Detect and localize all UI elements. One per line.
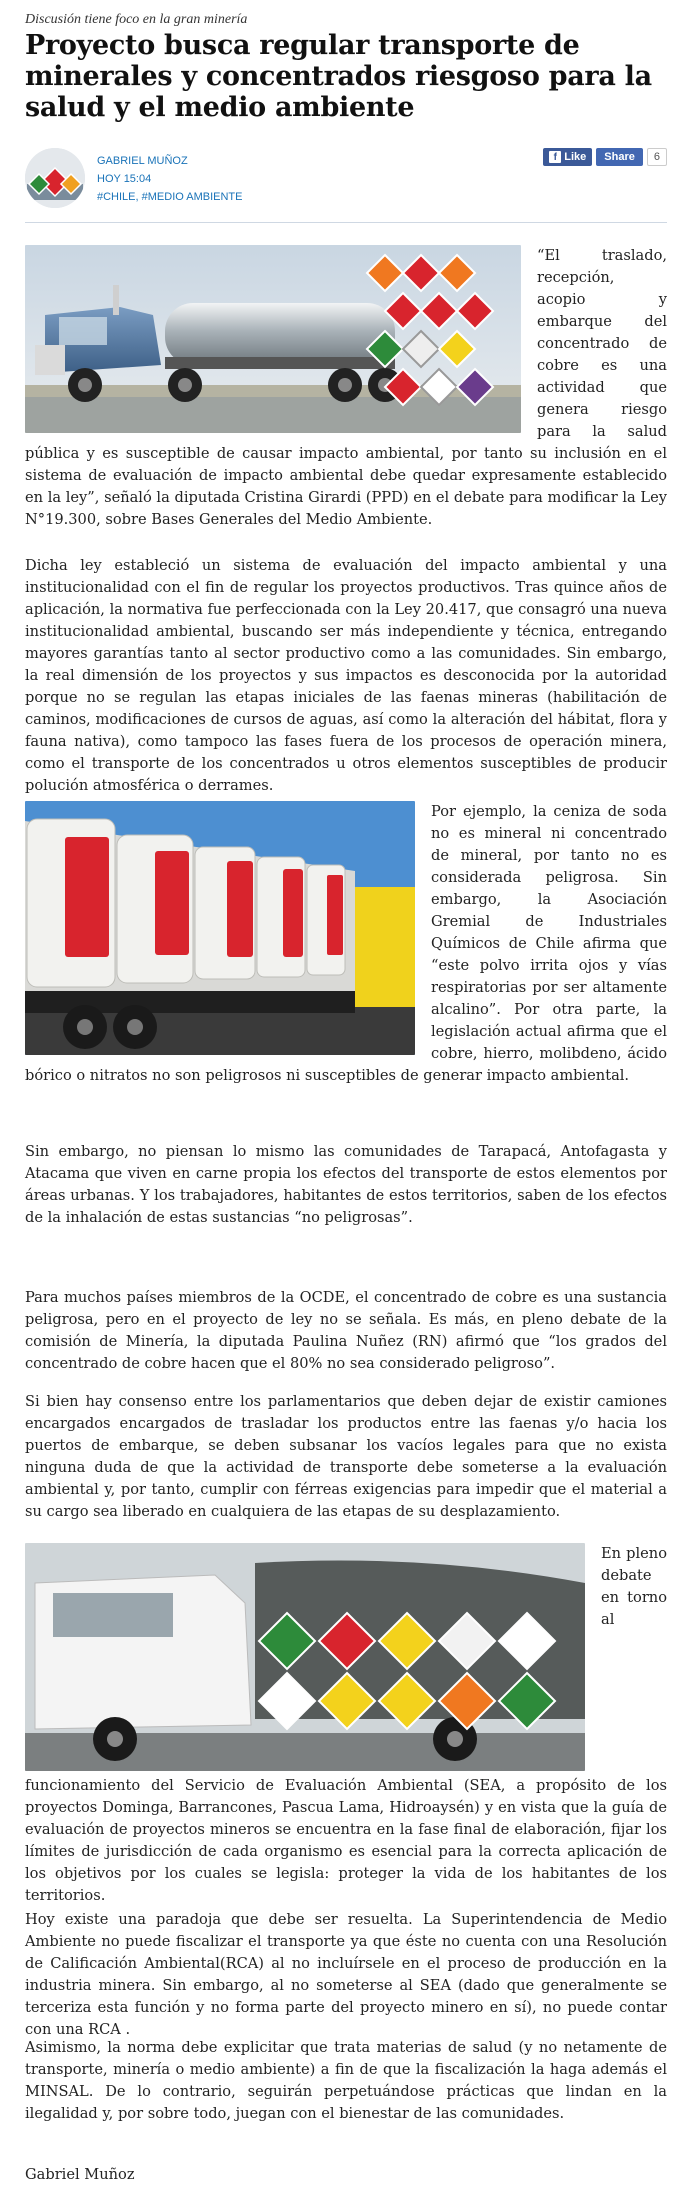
section-1 (25, 245, 667, 531)
share-count: 6 (647, 148, 667, 166)
hazard-truck-image (25, 1543, 585, 1771)
bulk-bags-truck-image (25, 801, 415, 1055)
paragraph-9: Asimismo, la norma debe explicitar que trata materias de salud (y no netamente de transporte, minería o medio ambiente) a fin de que la fiscalización la haga además el MINSAL. De lo contrario, seguirán perpetuándose prácticas que lindan en la ilegalidad y, por sobre todo, juegan con el bienestar de las comunidades. (25, 2039, 667, 2122)
section-9 (25, 2037, 667, 2125)
paragraph-1: “El traslado, recepción, acopio y embarque del concentrado de cobre es una actividad que genera riesgo para la salud pública y es susceptible de causar impacto ambiental, por tanto su inclusión en el sistema de evaluación de impacto ambiental debe quedar expresamente establecido en la ley”, señaló la diputada Cristina Girardi (PPD) en el debate para modificar la Ley N°19.300, sobre Bases Generales del Medio Ambiente. (25, 247, 667, 528)
author-avatar[interactable] (25, 148, 85, 208)
paragraph-7: En pleno debate en torno al funcionamiento del Servicio de Evaluación Ambiental (SEA, a propósito de los proyectos Dominga, Barrancones, Pascua Lama, Hidroaysén) y en vista que la guía de evaluación de proyectos mineros se encuentra en la fase final de elaboración, fijar los límites de jurisdicción de cada organismo es esencial para la correcta aplicación de los objetivos por los cuales se legisla: proteger la vida de los habitantes de los territorios. (25, 1545, 667, 1904)
section-6 (25, 1391, 667, 1523)
article-title: Proyecto busca regular transporte de minerales y concentrados riesgoso para la salud y el medio ambiente (25, 30, 652, 123)
publish-time: HOY 15:04 (97, 173, 152, 185)
section-8 (25, 1909, 667, 2041)
tags[interactable]: #CHILE, #MEDIO AMBIENTE (97, 191, 243, 203)
section-5 (25, 1287, 667, 1375)
paragraph-6: Si bien hay consenso entre los parlamentarios que deben dejar de existir camiones encargados encargados de trasladar los productos entre las faenas y/o hacia los puertos de embarque, se deben subsanar los vacíos legales para que no exista ninguna duda de que la actividad de transporte debe someterse a la evaluación ambiental y, por tanto, cumplir con férreas exigencias para impedir que el material a su cargo sea liberado en cualquiera de las etapas de su desplazamiento. (25, 1393, 667, 1520)
social-bar (543, 148, 667, 166)
paragraph-4: Sin embargo, no piensan lo mismo las comunidades de Tarapacá, Antofagasta y Atacama que viven en carne propia los efectos del transporte de estos elementos por áreas urbanas. Y los trabajadores, habitantes de estos territorios, saben de los efectos de la inhalación de estas sustancias “no peligrosas”. (25, 1143, 667, 1226)
paragraph-5: Para muchos países miembros de la OCDE, el concentrado de cobre es una sustancia peligrosa, pero en el proyecto de ley no se señala. Es más, en pleno debate de la comisión de Minería, la diputada Paulina Nuñez (RN) afirmó que “los grados del concentrado de cobre hacen que el 80% no sea considerado peligroso”. (25, 1289, 667, 1372)
section-7 (25, 1543, 667, 1907)
facebook-like-button[interactable] (543, 148, 592, 166)
section-3 (25, 801, 667, 1087)
article-signature: Gabriel Muñoz (25, 2166, 135, 2183)
header-divider (25, 222, 667, 223)
author-link[interactable]: GABRIEL MUÑOZ (97, 155, 188, 167)
tanker-truck-image (25, 245, 521, 433)
paragraph-8: Hoy existe una paradoja que debe ser resuelta. La Superintendencia de Medio Ambiente no puede fiscalizar el transporte ya que éste no cuenta con una Resolución de Calificación Ambiental(RCA) al no incluírsele en el proceso de producción en la industria minera. Sin embargo, al no someterse al SEA (dado que generalmente se terceriza esta función y no forma parte del proyecto minero en sí), no puede contar con una RCA . (25, 1911, 667, 2038)
byline (97, 152, 242, 206)
section-2 (25, 555, 667, 797)
paragraph-3: Por ejemplo, la ceniza de soda no es mineral ni concentrado de mineral, por tanto no es considerada peligrosa. Sin embargo, la Asociación Gremial de Industriales Químicos de Chile afirma que “este polvo irrita ojos y vías respiratorias por ser altamente alcalino”. Por otra parte, la legislación actual afirma que el cobre, hierro, molibdeno, ácido bórico o nitratos no son peligrosos ni susceptibles de generar impacto ambiental. (25, 803, 667, 1084)
facebook-share-button[interactable]: Share (596, 148, 643, 166)
avatar-image (25, 148, 85, 208)
article-kicker: Discusión tiene foco en la gran minería (25, 12, 248, 27)
facebook-icon: f (549, 151, 561, 163)
like-label: Like (564, 151, 587, 163)
section-4 (25, 1141, 667, 1229)
paragraph-2: Dicha ley estableció un sistema de evaluación del impacto ambiental y una institucionalidad con el fin de regular los proyectos productivos. Tras quince años de aplicación, la normativa fue perfeccionada con la Ley 20.417, que consagró una nueva institucionalidad ambiental, buscando ser más independiente y técnica, entregando mayores garantías tanto al sector productivo como a las comunidades. Sin embargo, la real dimensión de los proyectos y sus impactos es desconocida por la autoridad porque no se regulan las etapas iniciales de las faenas mineras (habilitación de caminos, modificaciones de cursos de aguas, así como la alteración del hábitat, flora y fauna nativa), como tampoco las fases fuera de los procesos de operación minera, como el transporte de los concentrados u otros elementos susceptibles de producir polución atmosférica o derrames. (25, 557, 667, 794)
